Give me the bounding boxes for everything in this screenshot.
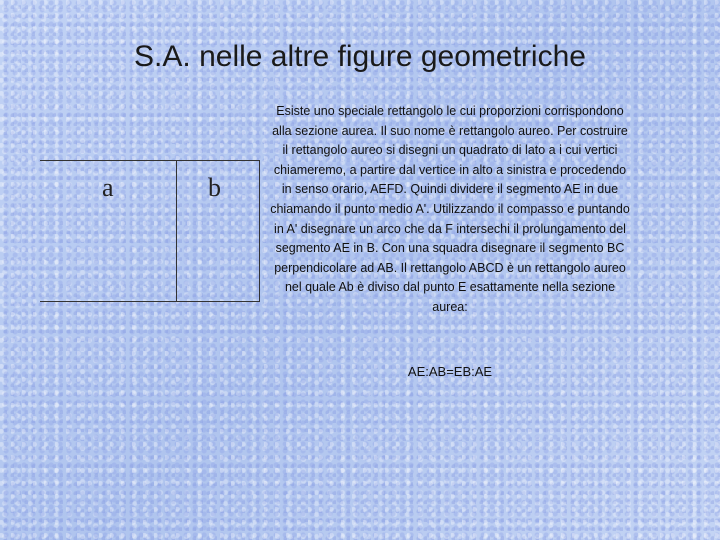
segment-label-a: a: [102, 173, 114, 202]
slide-title: S.A. nelle altre figure geometriche: [134, 40, 586, 73]
golden-ratio-formula: AE:AB=EB:AE: [407, 364, 493, 379]
slide-body-text: Esiste uno speciale rettangolo le cui proporzioni corrispondono alla sezione aurea. Il suo nome è rettangolo aureo. Per costruire il rettangolo aureo si disegni un quadrato di lato a i cui vertici chiameremo, a partire dal vertice in alto a sinistra e procedendo in senso orario, AEFD. Quindi dividere il segmento AE in due chiamando il punto medio A'. Utilizzando il compasso e puntando in A' disegnare un arco che da F intersechi il prolungamento del segmento AE in B. Con una squadra disegnare il segmento BC perpendicolare ad AB. Il rettangolo ABCD è un rettangolo aureo nel quale Ab è diviso dal punto E esattamente nella sezione aurea:: [270, 104, 630, 314]
segment-divider-line: [176, 161, 177, 301]
golden-rectangle-figure: [40, 160, 260, 302]
rectangle-right-edge: [259, 161, 260, 301]
segment-label-b: b: [208, 173, 221, 202]
